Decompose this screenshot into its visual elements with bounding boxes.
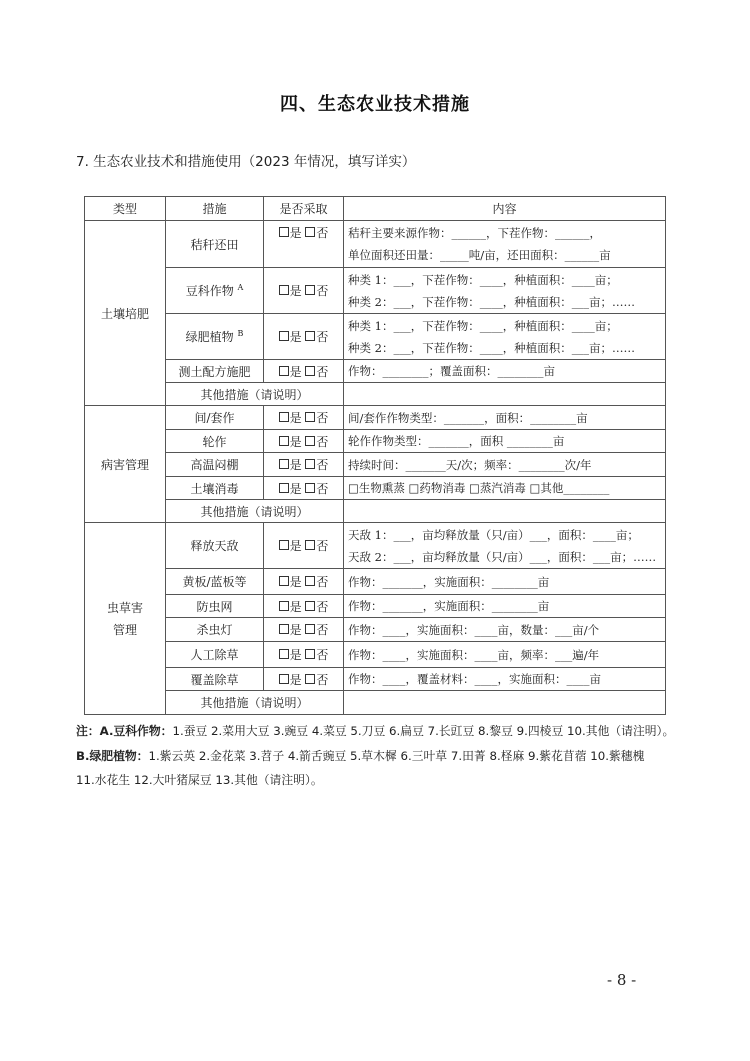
- note-prefix: 注：: [76, 724, 100, 738]
- content-cell[interactable]: [344, 523, 666, 569]
- content-line: 间/套作作物类型：_______，面积：________亩: [348, 410, 588, 425]
- yes-checkbox[interactable]: [279, 648, 302, 662]
- yes-label: 是: [289, 364, 302, 379]
- checkbox-icon[interactable]: [279, 459, 289, 469]
- yes-checkbox[interactable]: [279, 600, 302, 614]
- no-checkbox[interactable]: [305, 365, 328, 379]
- content-line: □生物熏蒸 □药物消毒 □蒸汽消毒 □其他________: [348, 481, 610, 495]
- measure-label: 覆盖除草: [190, 672, 239, 687]
- content-line: 单位面积还田量：_____吨/亩，还田面积：______亩: [348, 248, 611, 262]
- checkbox-icon[interactable]: [279, 624, 289, 634]
- footnote-b: [76, 744, 674, 769]
- footnotes: [76, 719, 674, 793]
- yes-label: 是: [289, 539, 302, 553]
- header-measure: 措施: [166, 197, 264, 221]
- table-row: [85, 406, 666, 430]
- no-label: 否: [316, 330, 329, 344]
- no-label: 否: [316, 364, 329, 379]
- note-a-items: 1.蚕豆 2.菜用大豆 3.豌豆 4.菜豆 5.刀豆 6.扁豆 7.长豇豆 8.黎豆 9.四棱豆 10.其他（请注明）。: [172, 724, 675, 738]
- header-adopt: 是否采取: [264, 197, 344, 221]
- note-a-label: A.豆科作物：: [99, 724, 173, 738]
- measure-cell: [166, 569, 264, 595]
- measure-cell: [166, 453, 264, 477]
- header-content: 内容: [344, 197, 666, 221]
- no-label: 否: [316, 411, 329, 425]
- checkbox-icon[interactable]: [305, 483, 315, 493]
- checkbox-icon[interactable]: [279, 436, 289, 446]
- yes-label: 是: [289, 330, 302, 344]
- checkbox-icon[interactable]: [279, 576, 289, 586]
- type-cell: 虫草害 管理: [85, 523, 166, 715]
- content-cell[interactable]: [344, 569, 666, 595]
- checkbox-icon[interactable]: [305, 331, 315, 341]
- checkbox-icon[interactable]: [279, 601, 289, 611]
- yes-label: 是: [289, 434, 302, 449]
- table-row: [85, 595, 666, 618]
- no-label: 否: [316, 458, 329, 472]
- yes-checkbox[interactable]: [279, 284, 302, 298]
- checkbox-icon[interactable]: [305, 624, 315, 634]
- adopt-cell: [264, 360, 344, 383]
- measure-label: 测土配方施肥: [178, 364, 251, 379]
- content-line: 作物：____，覆盖材料：____，实施面积：____亩: [348, 672, 601, 686]
- no-checkbox[interactable]: [305, 648, 328, 662]
- checkbox-icon[interactable]: [305, 412, 315, 422]
- checkbox-icon[interactable]: [305, 576, 315, 586]
- yes-label: 是: [289, 623, 302, 637]
- yes-label: 是: [289, 284, 302, 298]
- content-cell[interactable]: [344, 314, 666, 360]
- yes-checkbox[interactable]: [279, 482, 302, 496]
- adopt-cell: [264, 477, 344, 500]
- checkbox-icon[interactable]: [305, 674, 315, 684]
- measure-label: 豆科作物: [185, 284, 234, 298]
- footnote-a: [76, 719, 674, 744]
- content-line: 作物：________；覆盖面积：________亩: [348, 364, 555, 378]
- yes-label: 是: [289, 411, 302, 425]
- no-label: 否: [316, 672, 329, 687]
- measure-cell: [166, 618, 264, 642]
- other-measure-label: 其他措施（请说明）: [166, 500, 344, 523]
- measure-label: 绿肥植物: [185, 330, 234, 344]
- content-line: 作物：_______，实施面积：________亩: [348, 599, 550, 613]
- content-line: 作物：____，实施面积：____亩，频率：___遍/年: [348, 647, 600, 662]
- checkbox-icon[interactable]: [279, 285, 289, 295]
- adopt-cell: [264, 668, 344, 691]
- table-row: [85, 430, 666, 453]
- no-checkbox[interactable]: [305, 673, 328, 687]
- no-label: 否: [316, 434, 329, 449]
- measure-cell: [166, 523, 264, 569]
- adopt-cell: [264, 595, 344, 618]
- yes-label: 是: [289, 458, 302, 472]
- adopt-cell: [264, 314, 344, 360]
- other-measure-row: [85, 383, 666, 406]
- other-measure-label: 其他措施（请说明）: [166, 383, 344, 406]
- table-row: [85, 523, 666, 569]
- yes-label: 是: [289, 481, 302, 496]
- measure-label: 人工除草: [190, 648, 239, 662]
- no-label: 否: [316, 539, 329, 553]
- other-measure-input[interactable]: [344, 500, 666, 523]
- adopt-cell: [264, 618, 344, 642]
- content-line: 天敌 1：___，亩均释放量（只/亩）___，面积：____亩；: [348, 527, 639, 542]
- no-checkbox[interactable]: [305, 435, 328, 449]
- yes-label: 是: [289, 575, 302, 589]
- yes-label: 是: [289, 648, 302, 662]
- no-checkbox[interactable]: [305, 411, 328, 425]
- content-cell[interactable]: [344, 360, 666, 383]
- adopt-cell: [264, 406, 344, 430]
- measure-cell: [166, 268, 264, 314]
- yes-label: 是: [289, 672, 302, 687]
- checkbox-icon[interactable]: [305, 285, 315, 295]
- no-checkbox[interactable]: [305, 226, 328, 240]
- measure-label: 防虫网: [196, 599, 233, 614]
- measure-label: 土壤消毒: [190, 481, 239, 496]
- adopt-cell: [264, 430, 344, 453]
- checkbox-icon[interactable]: [279, 649, 289, 659]
- measure-label: 杀虫灯: [196, 623, 233, 637]
- yes-checkbox[interactable]: [279, 575, 302, 589]
- note-b-items: 1.紫云英 2.金花菜 3.苕子 4.箭舌豌豆 5.草木樨 6.三叶草 7.田菁 8.柽麻 9.紫花苜蓿 10.紫穗槐: [148, 748, 645, 763]
- checkbox-icon[interactable]: [279, 483, 289, 493]
- measure-cell: [166, 668, 264, 691]
- no-label: 否: [316, 481, 329, 496]
- adopt-cell: [264, 569, 344, 595]
- no-checkbox[interactable]: [305, 539, 328, 553]
- content-line: 持续时间：_______天/次；频率：________次/年: [348, 457, 592, 472]
- no-label: 否: [316, 648, 329, 662]
- question-title: 7. 生态农业技术和措施使用（2023 年情况，填写详实）: [76, 154, 416, 170]
- content-line: 种类 1：___，下茬作物：____，种植面积：____亩；: [348, 318, 618, 333]
- no-checkbox[interactable]: [305, 600, 328, 614]
- yes-label: 是: [289, 226, 302, 240]
- measure-label: 轮作: [202, 434, 227, 449]
- content-line: 作物：____，实施面积：____亩，数量：___亩/个: [348, 622, 600, 637]
- other-measure-row: [85, 691, 666, 715]
- table-row: [85, 314, 666, 360]
- no-checkbox[interactable]: [305, 575, 328, 589]
- yes-checkbox[interactable]: [279, 458, 302, 472]
- other-measure-row: [85, 500, 666, 523]
- table-row: [85, 668, 666, 691]
- checkbox-icon[interactable]: [305, 649, 315, 659]
- checkbox-icon[interactable]: [279, 331, 289, 341]
- no-label: 否: [316, 284, 329, 298]
- checkbox-icon[interactable]: [305, 459, 315, 469]
- content-line: 种类 2：___，下茬作物：____，种植面积：___亩；……: [348, 340, 635, 355]
- table-row: [85, 221, 666, 268]
- content-cell[interactable]: [344, 406, 666, 430]
- yes-checkbox[interactable]: [279, 226, 302, 240]
- adopt-cell: [264, 523, 344, 569]
- note-b-label: B.绿肥植物：: [76, 748, 149, 763]
- content-cell[interactable]: [344, 221, 666, 268]
- adopt-cell: [264, 268, 344, 314]
- measure-cell: [166, 221, 264, 268]
- content-line: 秸秆主要来源作物：______，下茬作物：______，: [348, 226, 601, 240]
- yes-checkbox[interactable]: [279, 411, 302, 425]
- footnote-b-cont: 11.水花生 12.大叶猪屎豆 13.其他（请注明）。: [76, 773, 323, 787]
- type-cell: 土壤培肥: [85, 221, 166, 406]
- table-row: [85, 569, 666, 595]
- content-line: 天敌 2：___，亩均释放量（只/亩）___，面积：___亩；……: [348, 549, 657, 564]
- measure-label: 间/套作: [194, 411, 235, 425]
- checkbox-icon[interactable]: [279, 227, 289, 237]
- type-cell: 病害管理: [85, 406, 166, 523]
- content-line: 作物：_______，实施面积：________亩: [348, 574, 550, 589]
- checkbox-icon[interactable]: [305, 601, 315, 611]
- content-line: 种类 1：___，下茬作物：____，种植面积：____亩；: [348, 272, 618, 287]
- measure-label: 释放天敌: [190, 539, 239, 553]
- content-cell[interactable]: [344, 453, 666, 477]
- content-cell[interactable]: [344, 642, 666, 668]
- yes-checkbox[interactable]: [279, 435, 302, 449]
- content-line: 轮作作物类型：_______，面积 ________亩: [348, 434, 565, 448]
- no-label: 否: [316, 575, 329, 589]
- measure-cell: [166, 314, 264, 360]
- content-cell[interactable]: [344, 477, 666, 500]
- other-measure-input[interactable]: [344, 383, 666, 406]
- table-row: [85, 268, 666, 314]
- no-label: 否: [316, 226, 329, 240]
- yes-checkbox[interactable]: [279, 623, 302, 637]
- table-row: [85, 477, 666, 500]
- checkbox-icon[interactable]: [279, 674, 289, 684]
- measure-cell: [166, 477, 264, 500]
- measure-cell: [166, 360, 264, 383]
- checkbox-icon[interactable]: [279, 540, 289, 550]
- measure-cell: [166, 642, 264, 668]
- content-cell[interactable]: [344, 668, 666, 691]
- no-checkbox[interactable]: [305, 482, 328, 496]
- eco-agri-table: [84, 196, 666, 715]
- yes-checkbox[interactable]: [279, 539, 302, 553]
- yes-checkbox[interactable]: [279, 330, 302, 344]
- other-measure-label: 其他措施（请说明）: [166, 691, 344, 715]
- measure-label: 秸秆还田: [190, 237, 239, 252]
- no-label: 否: [316, 623, 329, 637]
- no-checkbox[interactable]: [305, 284, 328, 298]
- checkbox-icon[interactable]: [279, 366, 289, 376]
- measure-cell: [166, 595, 264, 618]
- adopt-cell: [264, 221, 344, 268]
- no-checkbox[interactable]: [305, 623, 328, 637]
- checkbox-icon[interactable]: [305, 227, 315, 237]
- other-measure-input[interactable]: [344, 691, 666, 715]
- no-checkbox[interactable]: [305, 330, 328, 344]
- table-row: [85, 642, 666, 668]
- yes-checkbox[interactable]: [279, 365, 302, 379]
- footnote-marker: B: [237, 329, 244, 338]
- table-row: [85, 453, 666, 477]
- adopt-cell: [264, 453, 344, 477]
- footnote-marker: A: [237, 283, 244, 292]
- no-checkbox[interactable]: [305, 458, 328, 472]
- content-cell[interactable]: [344, 618, 666, 642]
- section-title: 四、生态农业技术措施: [280, 94, 470, 115]
- checkbox-icon[interactable]: [305, 540, 315, 550]
- measure-cell: [166, 406, 264, 430]
- measure-cell: [166, 430, 264, 453]
- page-number: - 8 -: [607, 971, 637, 989]
- content-cell[interactable]: [344, 430, 666, 453]
- yes-label: 是: [289, 599, 302, 614]
- checkbox-icon[interactable]: [305, 436, 315, 446]
- header-type: 类型: [85, 197, 166, 221]
- measure-label: 黄板/蓝板等: [182, 575, 247, 589]
- content-cell[interactable]: [344, 595, 666, 618]
- yes-checkbox[interactable]: [279, 673, 302, 687]
- measure-label: 高温闷棚: [190, 458, 239, 472]
- content-line: 种类 2：___，下茬作物：____，种植面积：___亩；……: [348, 294, 635, 309]
- content-cell[interactable]: [344, 268, 666, 314]
- no-label: 否: [316, 599, 329, 614]
- adopt-cell: [264, 642, 344, 668]
- table-row: [85, 618, 666, 642]
- table-header-row: [85, 197, 666, 221]
- table-row: [85, 360, 666, 383]
- checkbox-icon[interactable]: [279, 412, 289, 422]
- checkbox-icon[interactable]: [305, 366, 315, 376]
